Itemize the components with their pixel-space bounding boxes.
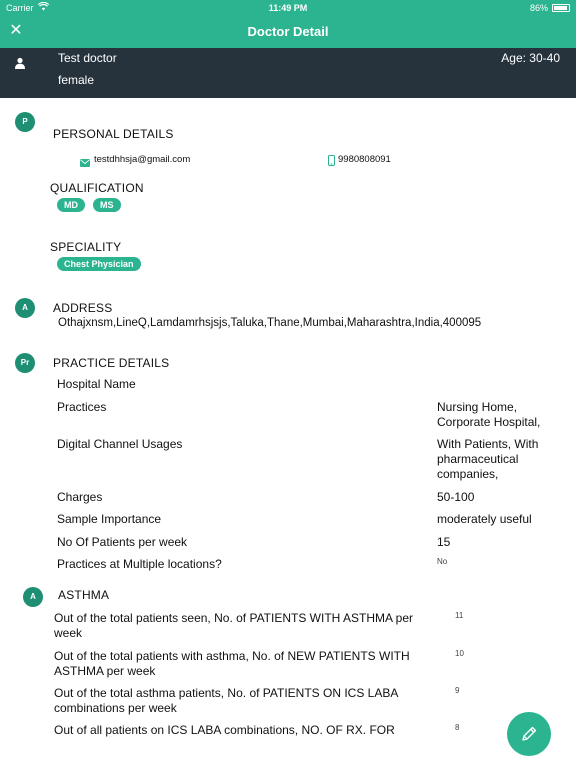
speciality-title: SPECIALITY (50, 240, 122, 254)
asthma-answer: 11 (455, 611, 464, 620)
digital-channel-label: Digital Channel Usages (57, 437, 183, 451)
email-value[interactable]: testdhhsja@gmail.com (94, 154, 191, 165)
asthma-question-line: Out of the total patients with asthma, No. of NEW PATIENTS WITH (54, 649, 410, 663)
speciality-chip: Chest Physician (57, 257, 141, 271)
mail-icon (80, 154, 90, 172)
profile-header (0, 48, 576, 98)
person-icon (14, 56, 26, 68)
multiple-locations-value: No (437, 557, 448, 566)
digital-channel-value-line: pharmaceutical (437, 452, 519, 466)
doctor-name: Test doctor (58, 51, 117, 65)
multiple-locations-label: Practices at Multiple locations? (57, 557, 222, 571)
charges-label: Charges (57, 490, 103, 504)
patients-per-week-value: 15 (437, 535, 451, 549)
patients-per-week-label: No Of Patients per week (57, 535, 188, 549)
asthma-answer: 10 (455, 649, 464, 658)
asthma-question-line: combinations per week (54, 701, 177, 715)
personal-details-title: PERSONAL DETAILS (53, 127, 174, 141)
phone-value[interactable]: 9980808091 (338, 154, 391, 165)
charges-value: 50-100 (437, 490, 475, 504)
address-badge: A (15, 298, 35, 318)
status-bar (0, 0, 576, 16)
nav-bar (0, 16, 576, 48)
close-icon[interactable]: ✕ (9, 22, 23, 39)
asthma-answer: 9 (455, 686, 460, 695)
practices-label: Practices (57, 400, 107, 414)
asthma-answer: 8 (455, 723, 460, 732)
battery-icon (552, 4, 570, 12)
digital-channel-value-line: With Patients, With (437, 437, 539, 451)
page-title: Doctor Detail (247, 24, 329, 39)
hospital-name-label: Hospital Name (57, 377, 136, 391)
asthma-question-line: Out of all patients on ICS LABA combinations, NO. OF RX. FOR (54, 723, 395, 737)
digital-channel-value-line: companies, (437, 467, 499, 481)
clock: 11:49 PM (268, 3, 308, 13)
asthma-badge: A (23, 587, 43, 607)
edit-button[interactable] (507, 712, 551, 756)
asthma-question-line: Out of the total asthma patients, No. of PATIENTS ON ICS LABA (54, 686, 399, 700)
practices-value-line: Corporate Hospital, (437, 415, 541, 429)
qualification-title: QUALIFICATION (50, 181, 144, 195)
asthma-title: ASTHMA (58, 588, 110, 602)
sample-importance-label: Sample Importance (57, 512, 162, 526)
address-title: ADDRESS (53, 301, 113, 315)
personal-badge: P (15, 112, 35, 132)
doctor-gender: female (58, 73, 95, 87)
practices-value-line: Nursing Home, (437, 400, 518, 414)
qualification-chip: MS (93, 198, 121, 212)
carrier-label: Carrier (6, 3, 34, 13)
practice-badge: Pr (15, 353, 35, 373)
phone-icon (328, 153, 335, 171)
pencil-icon (519, 724, 539, 749)
sample-importance-value: moderately useful (437, 512, 532, 526)
asthma-question-line: Out of the total patients seen, No. of PATIENTS WITH ASTHMA per (54, 611, 414, 625)
doctor-age: Age: 30-40 (501, 51, 560, 65)
address-value: Othajxnsm,LineQ,Lamdamrhsjsjs,Taluka,Thane,Mumbai,Maharashtra,India,400095 (58, 317, 482, 329)
battery-percent: 86% (529, 3, 548, 13)
asthma-question-line: week (54, 626, 83, 640)
qualification-chip: MD (57, 198, 85, 212)
practice-details-title: PRACTICE DETAILS (53, 356, 170, 370)
asthma-question-line: ASTHMA per week (54, 664, 156, 678)
